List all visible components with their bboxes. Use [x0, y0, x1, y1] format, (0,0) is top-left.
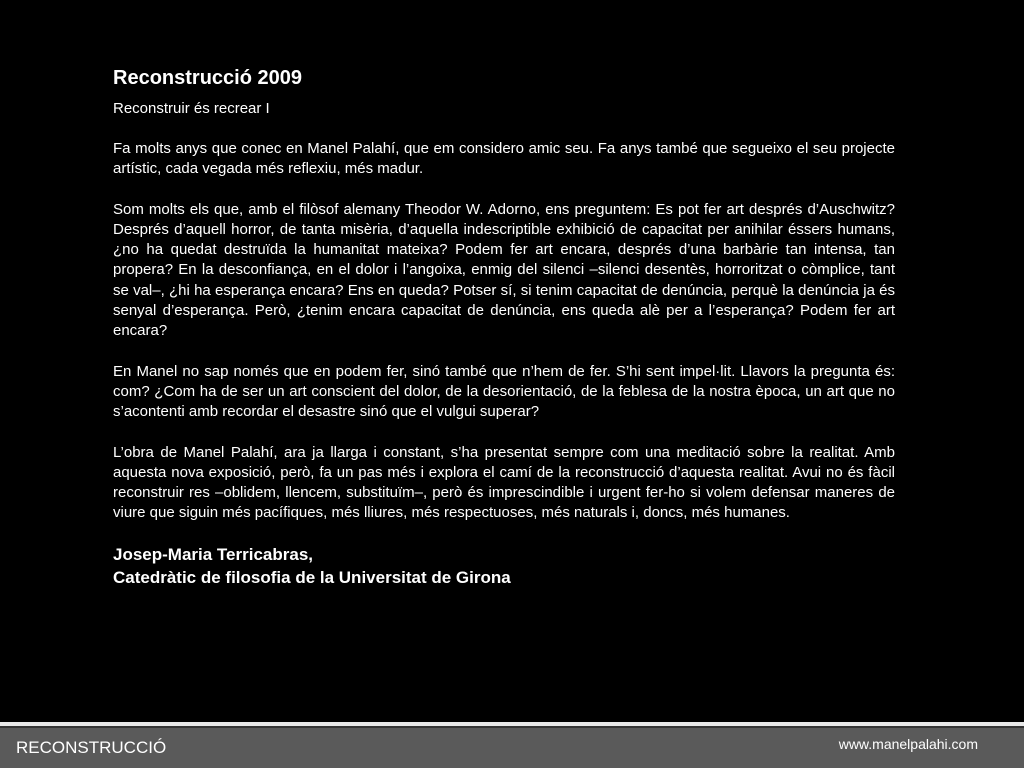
website-link[interactable]: www.manelpalahi.com — [838, 736, 978, 752]
signature-role: Catedràtic de filosofia de la Universitat de Girona — [113, 567, 511, 587]
paragraph: Som molts els que, amb el filòsof alemany Theodor W. Adorno, ens preguntem: Es pot fer art després d’Auschwitz? Després d’aquell horror, de tanta misèria, d’aquella indescriptible exhibició de capacitat per anihilar éssers humans, ¿no ha quedat destruïda la humanitat mateixa? Podem fer art encara, després d’una barbàrie tan intensa, tan propera? En la desconfiança, en el dolor i l’angoixa, enmig del silenci –silenci desentès, horroritzat o còmplice, tant se val–, ¿hi ha esperança encara? Ens en queda? Potser sí, si tenim capacitat de denúncia, perquè la denúncia ja és senyal d’esperança. Però, ¿tenim encara capacitat de denúncia, ens queda alè per a l’esperança? Podem fer art encara? — [113, 200, 895, 340]
slide-content — [113, 66, 895, 588]
footer-bar — [0, 728, 1024, 768]
paragraph: Fa molts anys que conec en Manel Palahí, que em considero amic seu. Fa anys també que segueixo el seu projecte artístic, cada vegada més reflexiu, més madur. — [113, 140, 895, 178]
paragraph: L’obra de Manel Palahí, ara ja llarga i constant, s’ha presentat sempre com una meditació sobre la realitat. Amb aquesta nova exposició, però, fa un pas més i explora el camí de la reconstrucció d’aquesta realitat. Avui no és fàcil reconstruir res –oblidem, llencem, substituïm–, però és imprescindible i urgent fer-ho si volem defensar maneres de viure que siguin més pacífiques, més lliures, més respectuoses, més naturals i, doncs, més humanes. — [113, 443, 895, 522]
footer-title: RECONSTRUCCIÓ — [16, 738, 167, 757]
page-title: Reconstrucció 2009 — [113, 67, 302, 89]
paragraph: En Manel no sap només que en podem fer, sinó també que n’hem de fer. S’hi sent impel·lit. Llavors la pregunta és: com? ¿Com ha de ser un art conscient del dolor, de la desorientació, de la feblesa de la nostra època, un art que no s’acontenti amb recordar el desastre sinó que el vulgui superar? — [113, 362, 895, 421]
subtitle: Reconstruir és recrear I — [113, 100, 270, 117]
signature-name: Josep-Maria Terricabras, — [113, 544, 313, 564]
